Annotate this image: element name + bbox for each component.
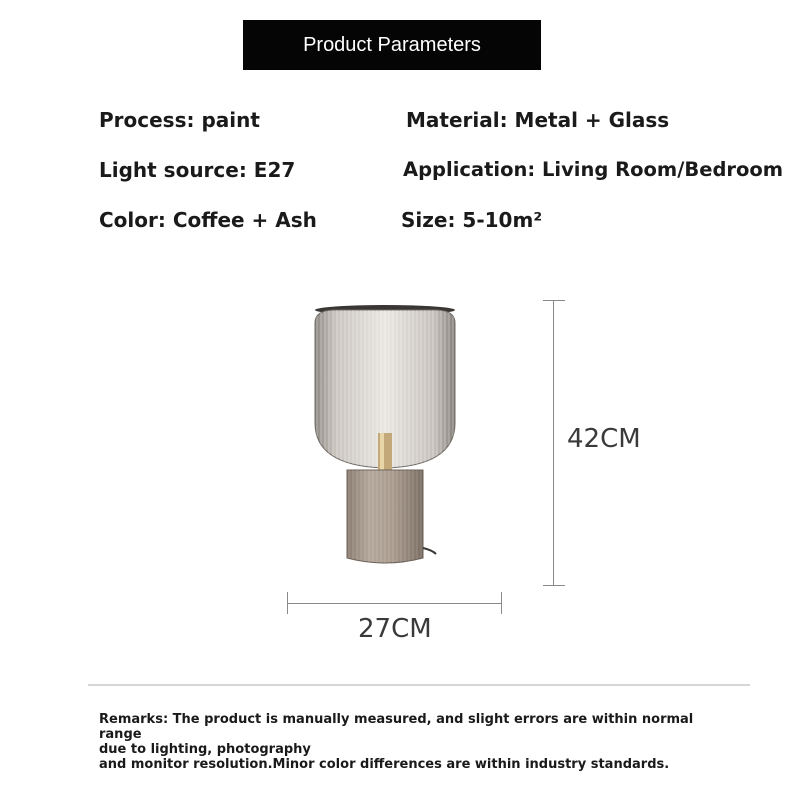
remarks-line-2: due to lighting, photography bbox=[99, 742, 311, 757]
param-process: Process: paint bbox=[99, 108, 260, 132]
header-title: Product Parameters bbox=[303, 33, 481, 56]
remarks-line-1: Remarks: The product is manually measured, and slight errors are within normal range bbox=[99, 712, 694, 742]
param-color: Color: Coffee + Ash bbox=[99, 208, 317, 232]
height-dimension-line bbox=[553, 300, 554, 586]
product-parameters-header bbox=[243, 20, 541, 70]
table-lamp-image bbox=[300, 298, 490, 577]
remarks-line-3: and monitor resolution.Minor color differences are within industry standards. bbox=[99, 757, 670, 772]
width-right-tick bbox=[501, 592, 502, 614]
height-bottom-tick bbox=[543, 585, 565, 586]
remarks-text bbox=[99, 712, 739, 772]
param-application: Application: Living Room/Bedroom bbox=[403, 158, 784, 181]
param-light-source: Light source: E27 bbox=[99, 158, 296, 182]
height-top-tick bbox=[543, 300, 565, 301]
divider bbox=[88, 684, 750, 686]
width-dimension-line bbox=[287, 603, 502, 604]
width-label: 27CM bbox=[358, 614, 432, 644]
height-label: 42CM bbox=[567, 424, 641, 454]
param-size: Size: 5-10m² bbox=[401, 208, 543, 232]
param-material: Material: Metal + Glass bbox=[406, 108, 670, 132]
